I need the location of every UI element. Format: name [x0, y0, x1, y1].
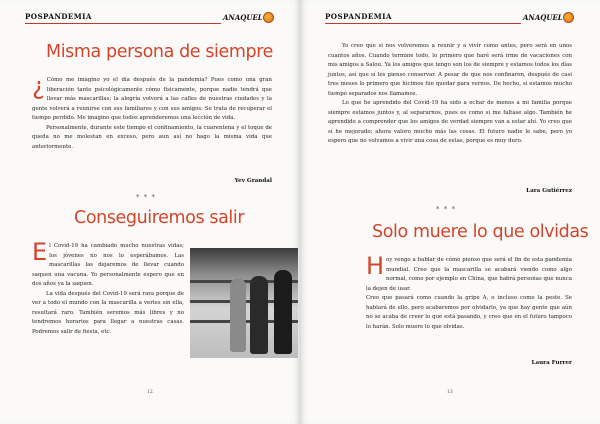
article-paragraph: l Covid-19 ha cambiado mucho nuestras vidas; los jóvenes no nos lo esperábamos. Las mascarillas las dejaremos de llevar cuando saquen una vacuna. Yo personalmente espero que en dos años ya la saquen.	[32, 243, 184, 287]
brand-name: ANAQUEL	[223, 13, 263, 22]
article-paragraph: La vida después del Covid-19 será rara porque de ver a todo el mundo con la mascarilla a verles sin ella, resultará raro. También seremos más libres y no tendremos horarios para llegar a nuestras casas. Podremos salir de fiesta, etc.	[32, 290, 184, 335]
photo-person	[250, 276, 268, 354]
article-paragraph: Creo que pasará como cuando la gripe A, o incluso como la peste. Se hablará de ello, pero acabaremos por olvidarlo, ya que hay gente que aún no se acaba de creer lo que está pasando, y creo que en el futuro tampoco lo harán. Solo muere lo que olvidas.	[366, 295, 572, 330]
article-paragraph: oy vengo a hablar de cómo pienso que será el fin de esta pandemia mundial. Creo que la mascarilla se acabará viendo como algo normal, como por ejemplo en China, que habrá personas que nunca la dejen de usar.	[366, 257, 572, 292]
article-paragraph: Cómo me imagino yo el día después de la pandemia? Pues como una gran liberación tanto psicológicamente cómo físicamente, porque nadie tendrá que llevar más mascarillas; la alegría volverá a las calles de nuestras ciudades y la gente volverá a reunirse con sus familiares y con sus amigos. Se trata de recuperar el tiempo perdido. Me imagino que todos aprenderemos una lección de vida.	[32, 77, 272, 121]
photo-person	[274, 270, 292, 354]
article-author: Lara Gutiérrez	[526, 188, 572, 194]
article-paragraph: Lo que he aprendido del Covid-19 ha sido a echar de menos a mi familia porque siempre estamos juntos y, al separarnos, pues es como si me faltase algo. También he aprendido a comprender que los amigos de verdad siempre van a estar ahí. Yo creo que sí he mejorado; ahora valoro mucho más las cosas. El futuro nadie le sabe, pero yo espero que no volvamos a vivir una cosa de estas, porque es muy duro.	[328, 100, 572, 144]
article-title: Misma persona de siempre	[46, 42, 274, 62]
section-name: POSPANDEMIA	[25, 12, 92, 21]
header-rule	[325, 23, 521, 24]
brand-name: ANAQUEL	[523, 13, 563, 22]
article-body	[32, 72, 272, 152]
page-number: 13	[447, 390, 453, 395]
brand-logo-icon	[563, 12, 574, 23]
article-body	[328, 42, 572, 147]
drop-cap: ¿	[32, 72, 45, 100]
page-header	[25, 12, 275, 26]
brand-logo-icon	[263, 12, 274, 23]
drop-cap: H	[366, 252, 385, 280]
section-name: POSPANDEMIA	[325, 12, 392, 21]
drop-cap: E	[32, 238, 48, 266]
article-title: Conseguiremos salir	[74, 208, 245, 228]
article-body	[366, 252, 572, 332]
page-number: 12	[147, 390, 153, 395]
supermarket-photo	[190, 248, 298, 358]
header-rule	[25, 23, 221, 24]
article-body	[32, 238, 184, 337]
article-paragraph: Yo creo que si nos volveremos a reunir y a vivir como antes, pero será en unos cuantos años. Cuando termine todo, lo primero que haré será irme de vacaciones con mis amigos a Salou. Ya los amigos que tengo son los de siempre y estamos todos los días juntos, así que sí les pienso conservar. A pesar de que nos confinaron, después de casi tres meses lo primero que hicimos fue quedar para vernos. De hecho, si estamos mucho tiempo separados nos llamamos.	[328, 43, 572, 97]
article-separator: * * *	[136, 193, 156, 201]
photo-person	[230, 278, 246, 352]
article-author: Yev Grandal	[234, 178, 272, 184]
article-separator: * * *	[436, 205, 456, 213]
article-title: Solo muere lo que olvidas	[372, 222, 589, 242]
article-paragraph: Personalmente, durante este tiempo el confinamiento, la cuarentena y el toque de queda no me molestan en exceso, pero aun así no hago la misma vida que anteriormente.	[32, 124, 272, 150]
article-author: Laura Furrer	[531, 360, 572, 366]
page-header	[325, 12, 575, 26]
right-page	[300, 0, 600, 424]
